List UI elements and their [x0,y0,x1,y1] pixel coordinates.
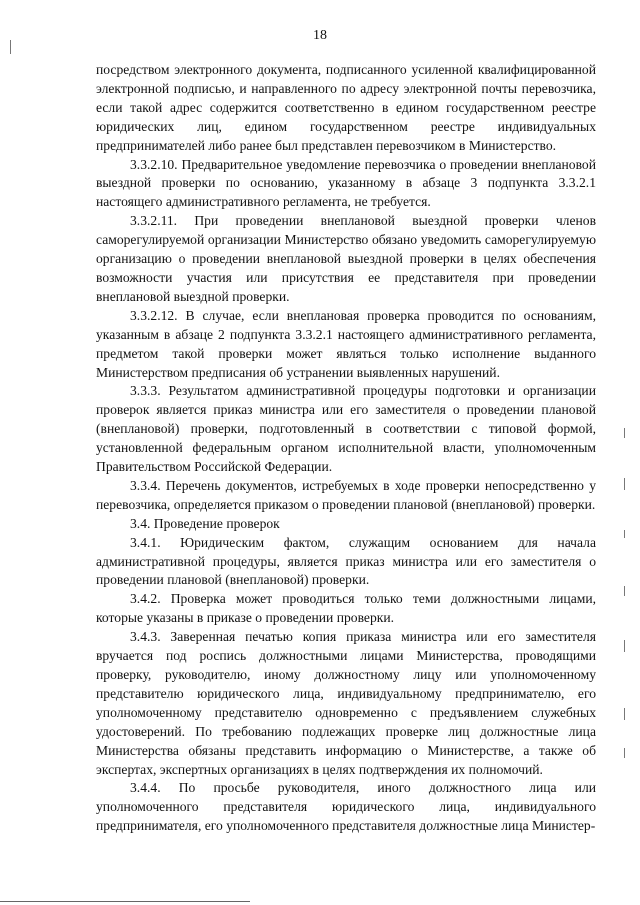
paragraph: посредством электронного документа, подписанного усиленной квалифицированной электронной подписью, и направленного по адресу электронной почты перевозчика, если такой адрес содержится соответственно в едином государственном реестре юридических лиц, едином государственном реестре индивидуальных предпринимателей либо ранее был представлен перевозчиком в Министерство. [96,62,596,153]
paragraph: 3.4.2. Проверка может проводиться только теми должностными лицами, которые указаны в приказе о проведении проверки. [96,591,596,626]
document-body [96,61,596,836]
section-heading: 3.4. Проведение проверок [130,515,280,531]
paragraph: 3.3.2.12. В случае, если внеплановая проверка проводится по основаниям, указанным в абзаце 2 подпункта 3.3.2.1 настоящего административного регламента, предметом такой проверки может являться только исполнение выданного Министерством предписания об устранении выявленных нарушений. [96,307,596,380]
scan-mark [624,478,625,490]
scan-mark [624,586,625,596]
paragraph: 3.3.2.11. При проведении внеплановой выездной проверки членов саморегулируемой организации Министерство обязано уведомить саморегулируемую организацию о проведении внеплановой выездной проверки в целях обеспечения возможности участия или присутствия ее представителя при проведении внеплановой выездной проверки. [96,213,596,304]
scan-mark [624,748,625,758]
page-number: 18 [313,28,327,43]
paragraph: 3.4.3. Заверенная печатью копия приказа министра или его заместителя вручается под роспись должностными лицами Министерства, проводящими проверку, руководителю, иному должностному лицу или уполномоченному представителю юридического лица, индивидуальному предпринимателю, его уполномоченному представителю одновременно с предъявлением служебных удостоверений. По требованию подлежащих проверке лиц должностные лица Министерства обязаны представить информацию о Министерстве, а также об экспертах, экспертных организациях в целях подтверждения их полномочий. [96,629,596,777]
paragraph: 3.3.2.10. Предварительное уведомление перевозчика о проведении внеплановой выездной проверки по основанию, указанному в абзаце 3 подпункта 3.3.2.1 настоящего административного регламента, не требуется. [96,156,596,210]
paragraph: 3.3.4. Перечень документов, истребуемых в ходе проверки непосредственно у перевозчика, определяется приказом о проведении плановой (внеплановой) проверки. [96,477,596,512]
scan-mark [624,428,625,438]
paragraph: 3.4.4. По просьбе руководителя, иного должностного лица или уполномоченного представителя юридического лица, индивидуального предпринимателя, его уполномоченного представителя должностные лица Министер- [96,780,596,834]
scan-mark [624,530,625,538]
scan-mark [624,640,625,652]
scan-mark [10,40,11,54]
paragraph: 3.3.3. Результатом административной процедуры подготовки и организации проверок является приказ министра или его заместителя о проведении плановой (внеплановой) проверки, подготовленный в соответствии с типовой формой, установленной федеральным органом исполнительной власти, уполномоченным Правительством Российской Федерации. [96,383,596,475]
scan-mark [624,708,625,720]
scan-edge-line [0,901,250,902]
paragraph: 3.4.1. Юридическим фактом, служащим основанием для начала административной процедуры, является приказ министра или его заместителя о проведении плановой (внеплановой) проверки. [96,534,596,588]
